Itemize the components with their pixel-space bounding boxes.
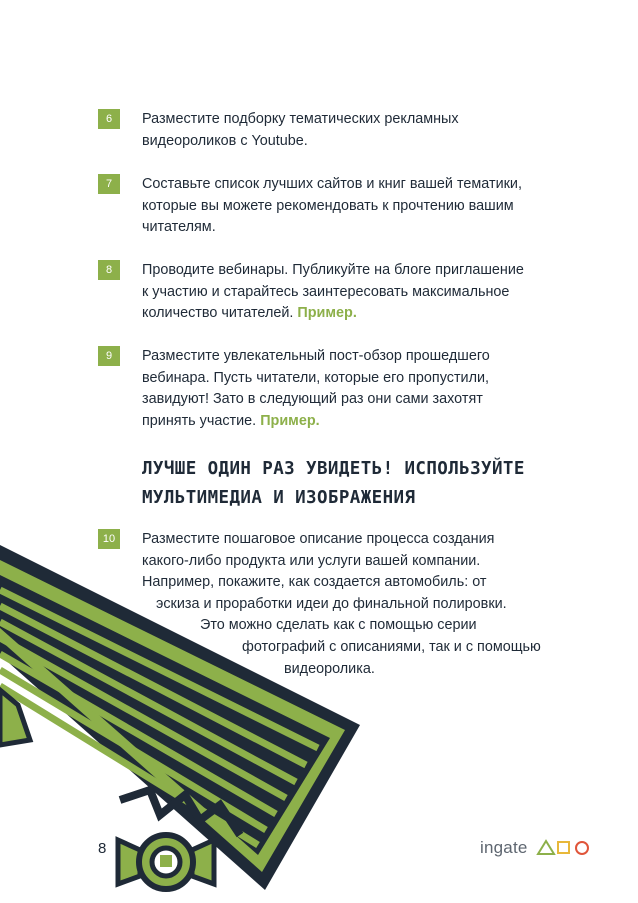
item-text-line: Это можно сделать как с помощью серии	[200, 617, 477, 634]
item-number-badge: 8	[98, 260, 120, 280]
item-text-line: завидуют! Зато в следующий раз они сами захотят	[142, 391, 483, 408]
item-text	[142, 529, 541, 680]
item-number-badge: 7	[98, 174, 120, 194]
item-text-line: к участию и старайтесь заинтересовать максимальное	[142, 283, 510, 300]
item-text-line: Например, покажите, как создается автомобиль: от	[142, 574, 487, 591]
item-text-line: какого-либо продукта или услуги вашей компании.	[142, 552, 481, 569]
heading-line-2: МУЛЬТИМЕДИА И ИЗОБРАЖЕНИЯ	[142, 488, 416, 508]
page-number: 8	[98, 840, 107, 857]
item-text	[142, 174, 522, 239]
logo-icons	[536, 838, 592, 858]
square-icon	[558, 842, 569, 853]
section-heading	[142, 455, 525, 513]
item-text-line: Разместите увлекательный пост-обзор прошедшего	[142, 348, 490, 364]
ingate-logo-text: ingate	[480, 838, 528, 857]
triangle-icon	[538, 841, 554, 854]
candy-icon	[118, 835, 214, 889]
example-link[interactable]: Пример.	[260, 412, 320, 429]
item-number-badge: 10	[98, 529, 120, 549]
item-text-line: эскиза и проработки идеи до финальной полировки.	[156, 595, 507, 612]
item-text-line: вебинара. Пусть читатели, которые его пропустили,	[142, 369, 490, 386]
item-text-line: количество читателей.	[142, 305, 294, 322]
item-text	[142, 346, 490, 432]
item-text-line: принять участие.	[142, 412, 257, 429]
item-text-line: видеороликов с Youtube.	[142, 132, 308, 149]
item-number-badge: 9	[98, 346, 120, 366]
item-number-badge: 6	[98, 109, 120, 129]
item-text-line: фотографий с описаниями, так и с помощью	[242, 638, 541, 655]
item-text	[142, 109, 459, 152]
heading-line-1: ЛУЧШЕ ОДИН РАЗ УВИДЕТЬ! ИСПОЛЬЗУЙТЕ	[142, 459, 525, 479]
item-text-line: Проводите вебинары. Публикуйте на блоге приглашение	[142, 262, 524, 278]
item-text-line: видеоролика.	[284, 660, 375, 677]
item-text-line: Разместите пошаговое описание процесса создания	[142, 531, 495, 547]
item-text-line: Составьте список лучших сайтов и книг вашей тематики,	[142, 176, 522, 192]
item-text-line: Разместите подборку тематических рекламных	[142, 111, 459, 127]
circle-icon	[576, 842, 588, 854]
item-text-line: которые вы можете рекомендовать к прочтению вашим	[142, 197, 514, 214]
item-text-line: читателям.	[142, 219, 216, 236]
example-link[interactable]: Пример.	[297, 305, 357, 322]
item-text-line-with-link	[142, 411, 490, 433]
item-text	[142, 260, 524, 325]
item-text-line-with-link	[142, 303, 524, 325]
